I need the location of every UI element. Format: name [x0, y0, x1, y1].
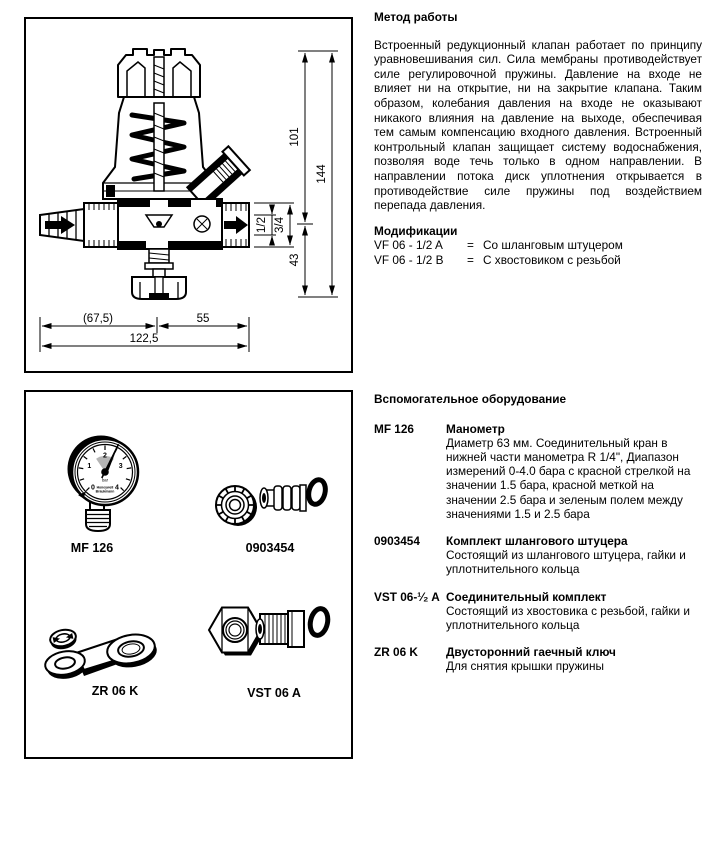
accessories-drawing: [26, 392, 351, 757]
dim-122-5-label: 122,5: [129, 333, 159, 345]
equipment-title: Вспомогательное оборудование: [374, 392, 567, 406]
equipment-list: [374, 422, 706, 674]
modification-desc: С хвостовиком с резьбой: [483, 252, 621, 267]
method-section: [374, 10, 702, 268]
gauge-number-2: 2: [103, 452, 107, 460]
method-paragraph: Встроенный редукционный клапан работает по принципу уравновешивания сил. Сила мембраны противодействует силе регулировочной пружины. Давление на входе не влияет ни на открытие, ни на закрытие клапана. Таким образом, колебания давления на входе не оказывают никакого влияния на давление на выходе, обеспечивая тем самым компенсацию входного давления. Встроенный контрольный клапан защищает систему водоснабжения, позволяя воде течь только в одном направлении. В направлении потока диск уплотнения открывается в противодействие силе пружины под воздействием перепада давления.: [374, 37, 702, 213]
hose-nozzle-kit-icon: [216, 478, 328, 526]
dim-threequarter-inch-label: 3/4: [274, 217, 286, 233]
modification-desc: Со шланговым штуцером: [483, 238, 623, 253]
equipment-code: 0903454: [374, 534, 420, 549]
gauge-number-3: 3: [118, 463, 123, 470]
dim-55-label: 55: [196, 313, 210, 325]
modification-row: [374, 253, 702, 268]
gauge-part-label: MF 126: [70, 541, 114, 555]
gauge-number-0: 0: [91, 484, 95, 492]
pressure-reducing-valve-section: [40, 49, 250, 299]
tailpiece-part-label: VST 06 A: [247, 686, 301, 700]
method-title: Метод работы: [374, 10, 458, 24]
equipment-code: MF 126: [374, 421, 414, 436]
wrench-icon: [43, 627, 159, 681]
equipment-name: Комплект шлангового штуцера: [446, 534, 628, 549]
dim-43-label: 43: [289, 253, 301, 267]
hose-kit-part-label: 0903454: [245, 541, 295, 555]
equipment-desc: Состоящий из хвостовика с резьбой, гайки и уплотнительного кольца: [446, 603, 690, 633]
dim-144-label: 144: [316, 164, 328, 184]
gauge-number-1: 1: [87, 463, 92, 470]
equipment-item: [374, 534, 706, 577]
dim-101-label: 101: [289, 127, 301, 147]
equipment-code: ZR 06 K: [374, 645, 418, 660]
tailpiece-kit-icon: [209, 607, 330, 655]
equipment-name: Манометр: [446, 421, 505, 436]
modification-row: [374, 238, 702, 253]
pressure-gauge-icon: [68, 436, 139, 532]
equipment-name: Соединительный комплект: [446, 589, 607, 604]
equipment-section: [374, 392, 706, 687]
equipment-name: Двусторонний гаечный ключ: [446, 645, 616, 660]
gauge-number-4: 4: [115, 484, 119, 492]
dim-67-5-label: (67,5): [82, 313, 114, 325]
equipment-desc: Состоящий из шлангового штуцера, гайки и уплотнительного кольца: [446, 548, 686, 577]
equals-sign: =: [467, 238, 474, 253]
modifications-title: Модификации: [374, 223, 458, 238]
equipment-desc: Для снятия крышки пружины: [446, 659, 605, 674]
equals-sign: =: [467, 252, 474, 267]
accessories-figure: [24, 390, 353, 759]
modification-code: VF 06 - 1/2 A: [374, 238, 443, 253]
dim-half-inch-label: 1/2: [256, 217, 268, 233]
valve-drawing: [26, 19, 351, 371]
modifications-section: [374, 224, 702, 268]
o-ring-icon: [306, 478, 328, 506]
gauge-brand-line2: Braukmann: [95, 489, 115, 494]
equipment-desc: Диаметр 63 мм. Соединительный кран в нижней части манометра R 1/4", Диапазон измерений 0-4.0 бара с красной стрелкой на значении 1.5 бара, красной меткой на значении 2.5 бара и зеленым полем между значениями 1.5 и 2.5 бара: [446, 435, 691, 521]
gauge-unit-label: bar: [101, 477, 109, 483]
equipment-item: [374, 590, 706, 633]
wrench-part-label: ZR 06 K: [91, 684, 139, 698]
valve-dimension-figure: [24, 17, 353, 373]
equipment-code: VST 06-¹⁄₂ A: [374, 589, 440, 604]
modification-code: VF 06 - 1/2 B: [374, 252, 444, 267]
equipment-item: [374, 422, 706, 521]
o-ring-icon: [308, 607, 330, 637]
equipment-item: [374, 645, 706, 673]
gauge-brand-line1: Honeywell: [96, 485, 114, 490]
